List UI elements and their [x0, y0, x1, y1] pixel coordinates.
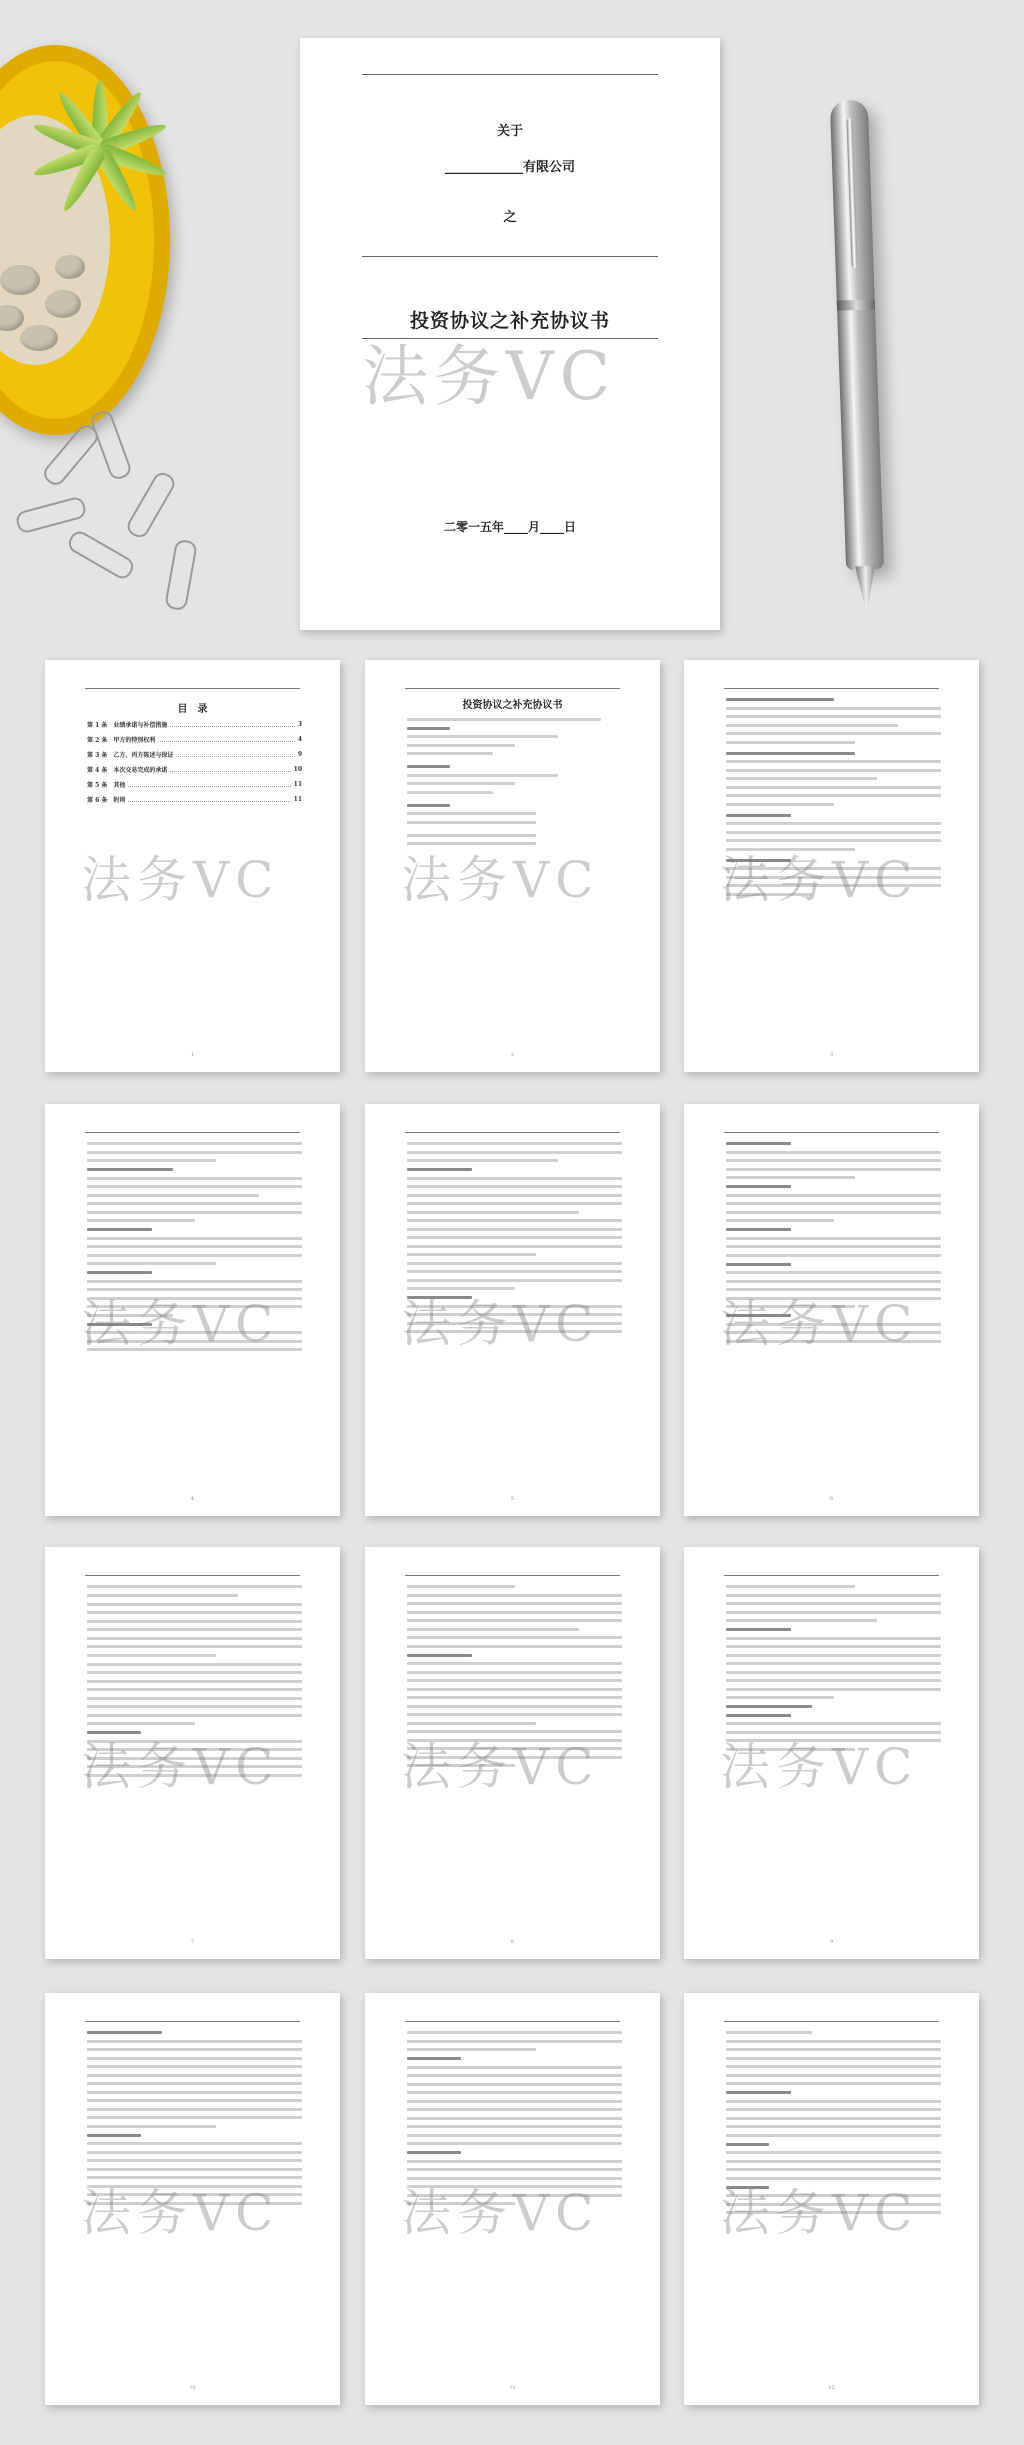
agreement-first-page: [365, 660, 660, 1072]
cover-title: 投资协议之补充协议书: [409, 310, 610, 332]
page-number: 4: [190, 1496, 195, 1502]
page-watermark: 法务VC: [81, 1295, 280, 1353]
toc-list: [87, 720, 302, 810]
cover-page: [300, 38, 720, 630]
page-watermark: 法务VC: [720, 2184, 919, 2242]
toc-page: [45, 660, 340, 1072]
page-watermark: 法务VC: [401, 1295, 600, 1353]
toc-title: 目 录: [177, 704, 208, 715]
toc-item[interactable]: 第 5 条 其他 11: [87, 781, 302, 789]
succulent-plant: [40, 60, 160, 200]
body-page: [365, 1993, 660, 2405]
page-number: 9: [829, 1939, 834, 1945]
page-watermark: 法务VC: [720, 851, 919, 909]
page-watermark: 法务VC: [401, 851, 600, 909]
page-number: 10: [189, 2385, 196, 2391]
page-watermark: 法务VC: [81, 2184, 280, 2242]
page-watermark: 法务VC: [81, 1738, 280, 1796]
agreement-title: 投资协议之补充协议书: [462, 700, 563, 711]
toc-item[interactable]: 第 6 条 附则 11: [87, 796, 302, 804]
body-page: [45, 1104, 340, 1516]
page-number: 3: [829, 1052, 834, 1058]
body-page: [45, 1993, 340, 2405]
toc-item[interactable]: 第 2 条 甲方的特别权利 4: [87, 736, 302, 744]
toc-item[interactable]: 第 3 条 乙方、丙方陈述与保证 9: [87, 751, 302, 759]
body-page: [365, 1104, 660, 1516]
body-page: [45, 1547, 340, 1959]
body-page: [684, 1104, 979, 1516]
body-page: [684, 1993, 979, 2405]
page-number: 6: [829, 1496, 834, 1502]
page-watermark: 法务VC: [401, 1738, 600, 1796]
page-number: 5: [510, 1496, 515, 1502]
cover-date: 二零一五年____月____日: [443, 520, 576, 534]
body-page: [365, 1547, 660, 1959]
body-page: [684, 660, 979, 1072]
page-number: 11: [509, 2385, 516, 2391]
cover-line-company: ____________有限公司: [444, 160, 575, 175]
toc-item[interactable]: 第 4 条 本次交易完成的承诺 10: [87, 766, 302, 774]
page-watermark: 法务VC: [720, 1738, 919, 1796]
page-number: 2: [510, 1052, 515, 1058]
cover-watermark: 法务VC: [362, 338, 617, 415]
cover-line-about: 关于: [496, 124, 523, 139]
page-number: 12: [828, 2385, 835, 2391]
page-watermark: 法务VC: [81, 851, 280, 909]
cover-line-of: 之: [503, 210, 517, 225]
page-watermark: 法务VC: [720, 1295, 919, 1353]
page-watermark: 法务VC: [401, 2184, 600, 2242]
page-number: 8: [510, 1939, 515, 1945]
toc-item[interactable]: 第 1 条 业绩承诺与补偿措施 3: [87, 721, 302, 729]
page-number: 1: [190, 1052, 195, 1058]
page-number: 7: [190, 1939, 195, 1945]
pen: [830, 99, 884, 570]
body-page: [684, 1547, 979, 1959]
